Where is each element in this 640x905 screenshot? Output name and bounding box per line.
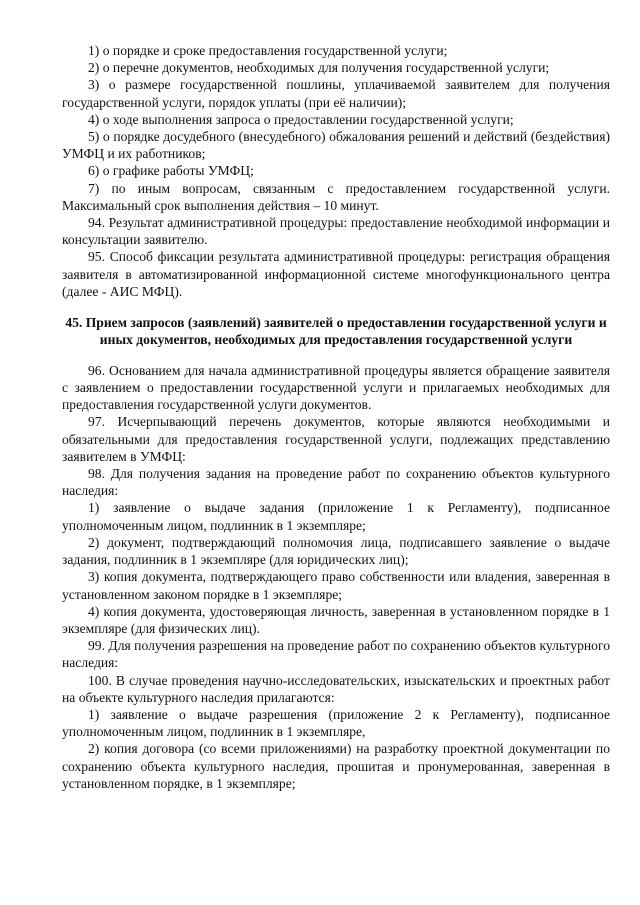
list-item: 3) о размере государственной пошлины, уплачиваемой заявителем для получения государственной услуги, порядок уплаты (при её наличии); (62, 77, 610, 110)
document-page (62, 42, 610, 792)
section-heading: 45. Прием запросов (заявлений) заявителей о предоставлении государственной услуги и иных документов, необходимых для предоставления государственной услуги (65, 315, 607, 348)
list-item: 2) копия договора (со всеми приложениями) на разработку проектной документации по сохранению объекта культурного наследия, прошитая и пронумерованная, заверенная в установленном порядке, в 1 экземпляре; (62, 741, 610, 791)
list-item: 4) копия документа, удостоверяющая личность, заверенная в установленном порядке в 1 экземпляре (для физических лиц). (62, 603, 610, 636)
list-item: 2) о перечне документов, необходимых для получения государственной услуги; (88, 60, 550, 76)
paragraph-99: 99. Для получения разрешения на проведение работ по сохранению объектов культурного наследия: (62, 638, 610, 671)
list-item: 1) заявление о выдаче разрешения (приложение 2 к Регламенту), подписанное уполномоченным лицом, подлинник в 1 экземпляре, (62, 706, 610, 740)
list-item: 2) документ, подтверждающий полномочия лица, подписавшего заявление о выдаче задания, подлинник в 1 экземпляре (для юридических лиц); (62, 534, 610, 568)
list-item: 5) о порядке досудебного (внесудебного) обжалования решений и действий (бездействия) УМФЦ и их работников; (62, 129, 610, 162)
list-item: 7) по иным вопросам, связанным с предоставлением государственной услуги. Максимальный срок выполнения действия – 10 минут. (62, 180, 610, 213)
paragraph-100: 100. В случае проведения научно-исследовательских, изыскательских и проектных работ на объекте культурного наследия прилагаются: (62, 672, 610, 705)
consultation-topics-list (62, 42, 610, 300)
list-item: 1) заявление о выдаче задания (приложение 1 к Регламенту), подписанное уполномоченным лицом, подлинник в 1 экземпляре; (62, 500, 610, 533)
paragraph-96: 96. Основанием для начала административной процедуры является обращение заявителя с заявлением о предоставлении государственной услуги и прилагаемых необходимых для предоставления государственной услуги документов. (62, 362, 610, 413)
list-item: 6) о графике работы УМФЦ; (88, 163, 254, 179)
list-item: 1) о порядке и сроке предоставления государственной услуги; (88, 43, 448, 58)
paragraph-94: 94. Результат административной процедуры: предоставление необходимой информации и консультации заявителю. (62, 215, 610, 248)
paragraph-95: 95. Способ фиксации результата административной процедуры: регистрация обращения заявителя в автоматизированной информационной системе многофункционального центра (далее - АИС МФЦ). (62, 249, 610, 299)
paragraph-97: 97. Исчерпывающий перечень документов, которые являются необходимыми и обязательными для предоставления государственной услуги, подлежащих представлению заявителем в УМФЦ: (62, 414, 610, 464)
paragraph-98: 98. Для получения задания на проведение работ по сохранению объектов культурного наследия: (62, 466, 610, 499)
list-item: 4) о ходе выполнения запроса о предоставлении государственной услуги; (88, 111, 514, 127)
section-body (62, 362, 610, 792)
list-item: 3) копия документа, подтверждающего право собственности или владения, заверенная в установленном законом порядке в 1 экземпляре; (62, 569, 610, 602)
